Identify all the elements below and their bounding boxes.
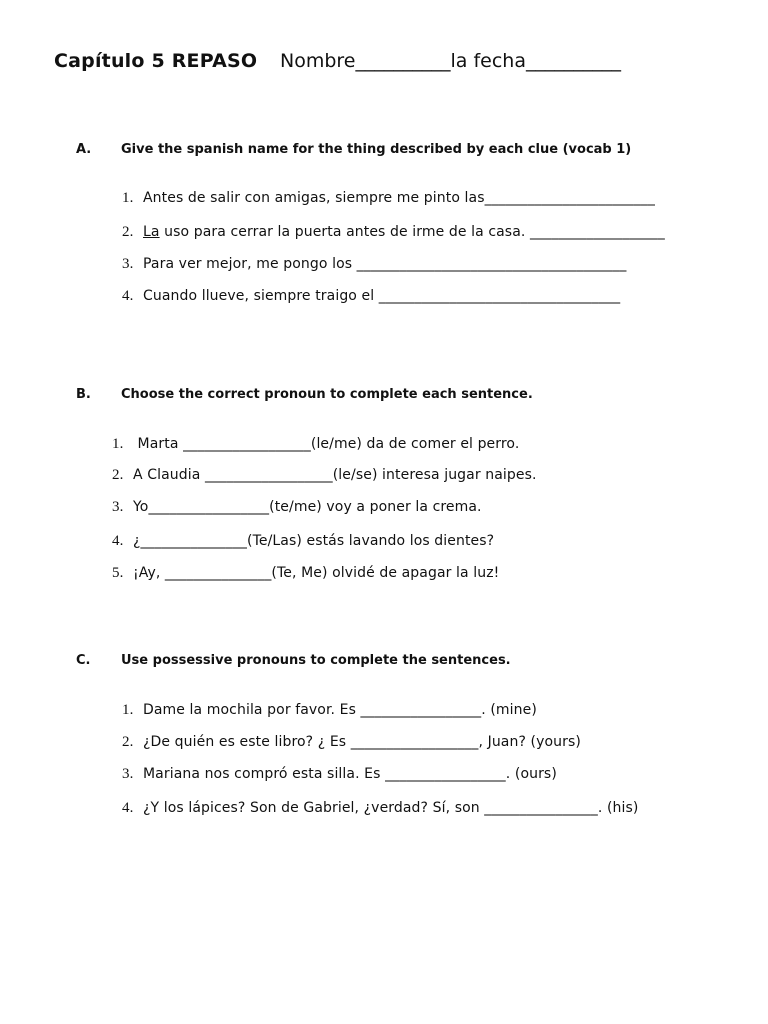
question-item	[122, 766, 557, 783]
section-instruction: Choose the correct pronoun to complete each sentence.	[121, 387, 533, 402]
question-item	[122, 734, 581, 751]
question-number: 5.	[112, 565, 124, 581]
question-text: Para ver mejor, me pongo los ______________________________________	[143, 256, 627, 272]
question-text: ¿Y los lápices? Son de Gabriel, ¿verdad? Sí, son ________________. (his)	[143, 800, 639, 816]
question-item	[122, 288, 620, 305]
section-instruction: Use possessive pronouns to complete the sentences.	[121, 653, 511, 668]
question-number: 3.	[122, 766, 134, 782]
question-text: Antes de salir con amigas, siempre me pinto las________________________	[143, 190, 656, 206]
underlined-word: La	[143, 224, 160, 240]
worksheet-title: Capítulo 5 REPASO	[54, 50, 258, 72]
section-b-heading	[76, 387, 533, 402]
question-text: ¡Ay, _______________(Te, Me) olvidé de apagar la luz!	[133, 565, 500, 581]
question-text: Cuando llueve, siempre traigo el __________________________________	[143, 288, 621, 304]
question-text: ¿_______________(Te/Las) estás lavando los dientes?	[133, 533, 495, 549]
question-text: Marta __________________(le/me) da de comer el perro.	[133, 436, 520, 452]
question-text: Mariana nos compró esta silla. Es _________________. (ours)	[143, 766, 557, 782]
question-item	[112, 467, 537, 484]
question-text: ¿De quién es este libro? ¿ Es __________________, Juan? (yours)	[143, 734, 581, 750]
name-date-line: Nombre__________la fecha__________	[280, 50, 621, 72]
question-text: Dame la mochila por favor. Es _________________. (mine)	[143, 702, 537, 718]
question-number: 2.	[112, 467, 124, 483]
section-instruction: Give the spanish name for the thing described by each clue (vocab 1)	[121, 142, 632, 157]
section-letter: C.	[76, 653, 91, 668]
question-number: 3.	[122, 256, 134, 272]
question-number: 4.	[122, 288, 134, 304]
question-text: uso para cerrar la puerta antes de irme de la casa. ___________________	[159, 224, 665, 240]
question-item	[122, 224, 665, 241]
question-number: 2.	[122, 224, 134, 240]
question-number: 1.	[122, 190, 134, 206]
question-item	[112, 436, 519, 453]
question-item	[122, 800, 638, 817]
question-item	[122, 256, 626, 273]
question-item	[122, 190, 655, 207]
section-a-heading	[76, 142, 631, 157]
question-item	[112, 499, 482, 516]
question-item	[112, 565, 499, 582]
question-number: 3.	[112, 499, 124, 515]
question-item	[122, 702, 537, 719]
section-letter: B.	[76, 387, 91, 402]
worksheet-header	[54, 50, 621, 72]
question-number: 1.	[112, 436, 124, 452]
question-number: 2.	[122, 734, 134, 750]
question-number: 1.	[122, 702, 134, 718]
question-number: 4.	[112, 533, 124, 549]
question-item	[112, 533, 494, 550]
question-number: 4.	[122, 800, 134, 816]
section-c-heading	[76, 653, 511, 668]
question-text: Yo_________________(te/me) voy a poner la crema.	[133, 499, 482, 515]
question-text: A Claudia __________________(le/se) interesa jugar naipes.	[133, 467, 537, 483]
section-letter: A.	[76, 142, 92, 157]
